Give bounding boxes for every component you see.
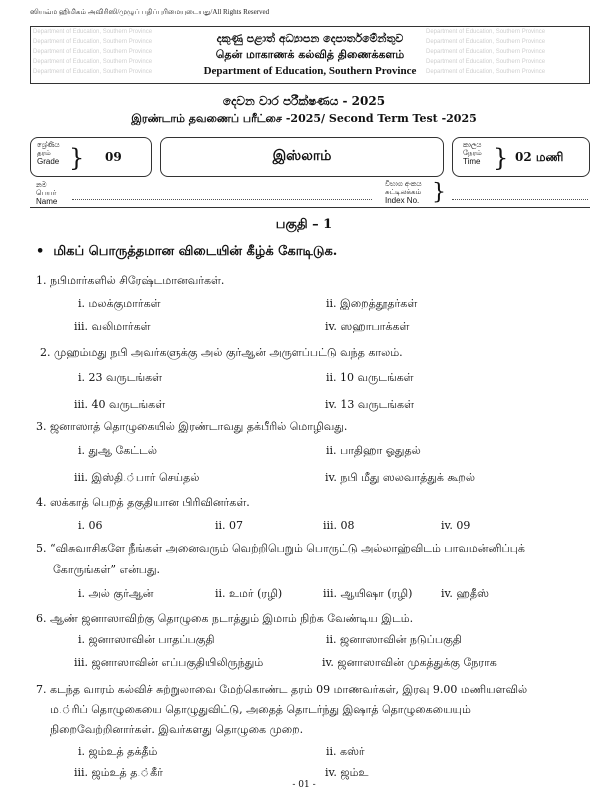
q3-option-i[interactable]: i. துஆ கேட்டல் [78, 444, 157, 457]
brace-icon: } [69, 144, 85, 172]
instruction: • மிகப் பொருத்தமான விடையின் கீழ்க் கோடிடுக. [36, 244, 338, 259]
q2-option-iv[interactable]: iv. 13 வருடங்கள் [325, 398, 414, 411]
question-5-stem-cont: கோருங்கள்” என்பது. [53, 563, 160, 576]
department-name-sinhala: දකුණු පළාත් අධ්‍යාපන දෙපාර්තමේන්තුව [216, 32, 404, 45]
q3-option-ii[interactable]: ii. பாதிஹா ஓதுதல் [326, 444, 421, 457]
question-2-stem: 2. முஹம்மது நபி அவர்களுக்கு அல் குர்ஆன் அருளப்பட்டு வந்த காலம். [40, 346, 403, 359]
q7-option-iii[interactable]: iii. ஜம்உத் த.்கீர் [74, 766, 163, 779]
q3-option-iv[interactable]: iv. நபி மீது ஸலவாத்துக் கூறல் [325, 471, 476, 484]
q2-option-ii[interactable]: ii. 10 வருடங்கள் [326, 371, 414, 384]
q4-option-ii[interactable]: ii. 07 [215, 519, 244, 532]
time-box [452, 137, 590, 177]
q6-option-i[interactable]: i. ஜனாஸாவின் பாதப்பகுதி [78, 633, 215, 646]
grade-value: 09 [105, 150, 122, 164]
time-value: 02 மணி [515, 150, 564, 164]
grade-box [30, 137, 152, 177]
q6-option-iv[interactable]: iv. ஜனாஸாவின் முகத்துக்கு நேராக [322, 656, 497, 669]
section-heading: பகுதி – 1 [275, 217, 333, 232]
q3-option-iii[interactable]: iii. இஸ்தி.்பார் செய்தல் [74, 471, 200, 484]
watermark-text: Department of Education, Southern Province [33, 59, 153, 65]
watermark-text: Department of Education, Southern Province [33, 39, 153, 45]
q6-option-ii[interactable]: ii. ஜனாஸாவின் நடுப்பகுதி [326, 633, 462, 646]
brace-icon: } [493, 144, 509, 172]
department-header [30, 26, 590, 84]
page-number: - 01 - [292, 780, 316, 790]
watermark-text: Department of Education, Southern Province [426, 39, 546, 45]
copyright-notice: ஸியவ்ம ஹிமிகம் அவிரிஸி/முழுப் பதிப்புரிமையுடையது/All Rights Reserved [30, 8, 270, 16]
department-name-tamil: தென் மாகாணக் கல்வித் திணைக்களம் [215, 48, 405, 61]
q4-option-iii[interactable]: iii. 08 [323, 519, 355, 532]
question-7-stem-cont2: நிறைவேற்றினார்கள். இவர்களது தொழுகை முறை. [50, 723, 304, 736]
q4-option-iv[interactable]: iv. 09 [441, 519, 471, 532]
watermark-text: Department of Education, Southern Province [426, 59, 546, 65]
q7-option-iv[interactable]: iv. ஜம்உ [325, 766, 369, 779]
q7-option-i[interactable]: i. ஜம்உத் தக்தீம் [78, 745, 158, 758]
q5-option-iv[interactable]: iv. ஹதீஸ் [441, 587, 489, 600]
watermark-text: Department of Education, Southern Province [33, 29, 153, 35]
question-7-stem: 7. கடந்த வாரம் கல்விச் சுற்றுலாவை மேற்கொண்ட தரம் 09 மாணவர்கள், இரவு 9.00 மணியளவில் [36, 683, 528, 696]
watermark-text: Department of Education, Southern Province [426, 29, 546, 35]
department-name-english: Department of Education, Southern Province [203, 65, 417, 77]
q2-option-i[interactable]: i. 23 வருடங்கள் [78, 371, 163, 384]
q4-option-i[interactable]: i. 06 [78, 519, 103, 532]
exam-title-sinhala: දෙවන වාර පරීක්ෂණය - 2025 [222, 94, 386, 108]
brace-icon: } [432, 180, 446, 205]
watermark-text: Department of Education, Southern Province [33, 69, 153, 75]
question-5-stem: 5. “விசுவாசிகளே நீங்கள் அனைவரும் வெற்றிபெறும் பொருட்டு அல்லாஹ்விடம் பாவமன்னிப்புக் [36, 542, 525, 555]
watermark-text: Department of Education, Southern Province [426, 49, 546, 55]
question-6-stem: 6. ஆண் ஜனாஸாவிற்கு தொழுகை நடாத்தும் இமாம் நிற்க வேண்டிய இடம். [36, 612, 414, 625]
subject-title: இஸ்லாம் [272, 148, 332, 164]
name-field-line[interactable] [72, 199, 372, 200]
question-1-stem: 1. நபிமார்களில் சிரேஷ்டமானவர்கள். [36, 274, 225, 287]
q7-option-ii[interactable]: ii. கஸ்ர் [326, 745, 365, 758]
divider [30, 207, 590, 208]
subject-box [160, 137, 444, 177]
time-label: කාලය நேரம் Time [463, 142, 482, 166]
watermark-text: Department of Education, Southern Province [426, 69, 546, 75]
question-7-stem-cont: ம.்ரிப் தொழுகையை தொழுதுவிட்டு, அதைத் தொடர்ந்து இஷாத் தொழுகையையும் [50, 703, 471, 716]
q5-option-ii[interactable]: ii. உமர் (ரழி) [215, 587, 283, 600]
q1-option-i[interactable]: i. மலக்குமார்கள் [78, 297, 161, 310]
index-label: විභාග අංකය சுட்டிலக்கம் Index No. [385, 181, 422, 205]
watermark-text: Department of Education, Southern Province [33, 49, 153, 55]
q5-option-i[interactable]: i. அல் குர்ஆன் [78, 587, 154, 600]
q6-option-iii[interactable]: iii. ஜனாஸாவின் எப்பகுதியிலிருந்தும் [74, 656, 264, 669]
q1-option-iv[interactable]: iv. ஸஹாபாக்கள் [325, 320, 410, 333]
index-field-line[interactable] [452, 199, 588, 200]
bullet-icon: • [36, 244, 54, 259]
grade-label: ශ්‍රේණිය தரம் Grade [37, 142, 60, 166]
name-label: නම பெயர் Name [36, 182, 58, 206]
question-4-stem: 4. ஸக்காத் பெறத் தகுதியான பிரிவினர்கள். [36, 496, 250, 509]
q1-option-ii[interactable]: ii. இறைத்தூதர்கள் [326, 297, 418, 310]
q2-option-iii[interactable]: iii. 40 வருடங்கள் [74, 398, 166, 411]
q1-option-iii[interactable]: iii. வலிமார்கள் [74, 320, 151, 333]
q5-option-iii[interactable]: iii. ஆயிஷா (ரழி) [323, 587, 413, 600]
exam-title-tamil: இரண்டாம் தவணைப் பரீட்சை -2025/ Second Term Test -2025 [131, 112, 477, 125]
question-3-stem: 3. ஜனாஸாத் தொழுகையில் இரண்டாவது தக்பீரில் மொழிவது. [36, 420, 348, 433]
